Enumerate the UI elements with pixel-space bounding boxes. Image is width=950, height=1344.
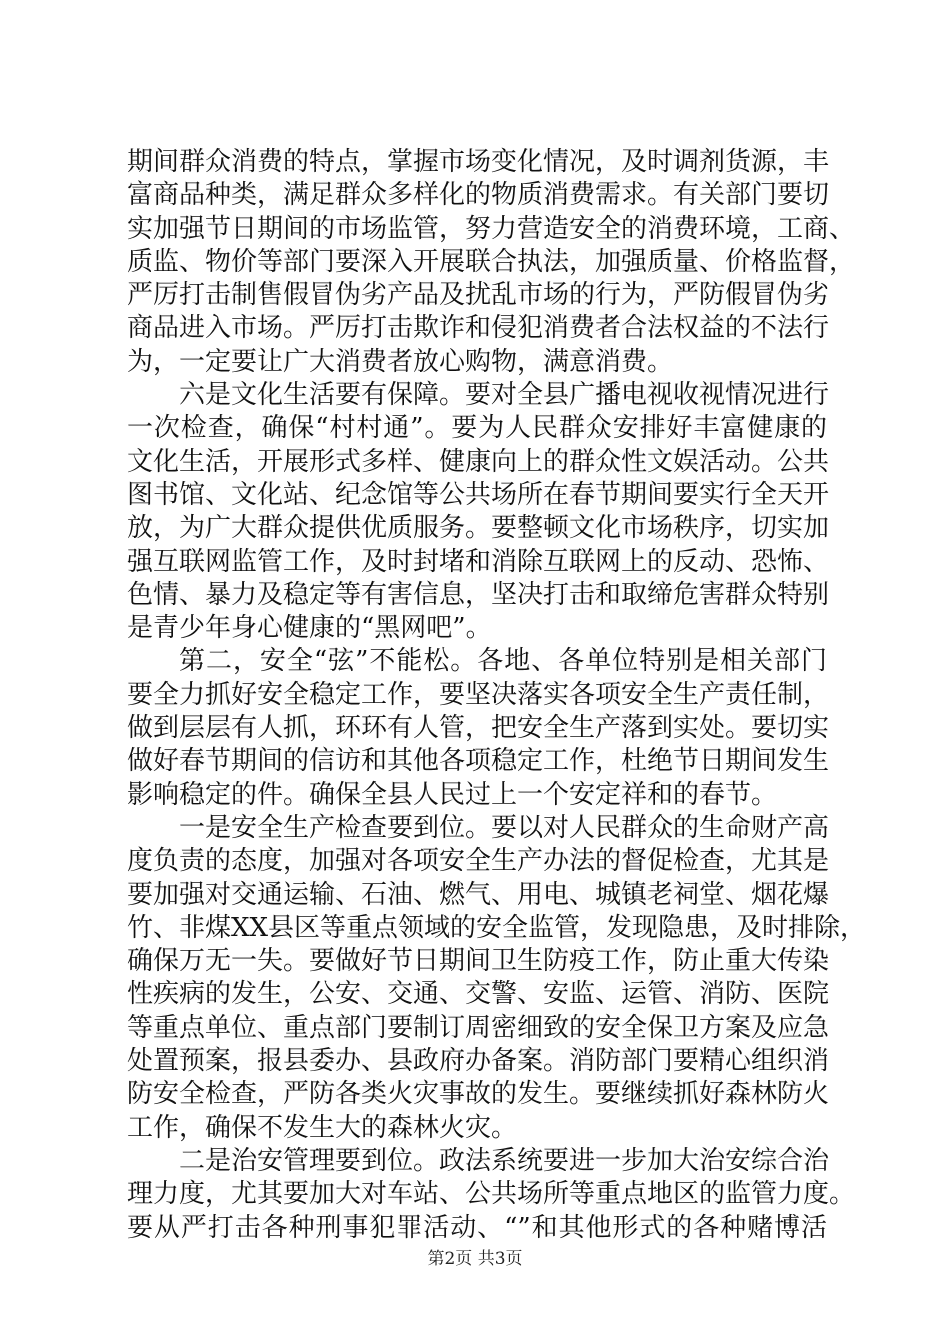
text-line: 文化生活，开展形式多样、健康向上的群众性文娱活动。公共 — [127, 446, 830, 477]
text-line: 度负责的态度，加强对各项安全生产办法的督促检查，尤其是 — [127, 846, 830, 877]
text-line: 性疾病的发生，公安、交通、交警、安监、运管、消防、医院 — [127, 979, 830, 1010]
text-line: 做好春节期间的信访和其他各项稳定工作，杜绝节日期间发生 — [127, 746, 830, 777]
text-line: 图书馆、文化站、纪念馆等公共场所在春节期间要实行全天开 — [127, 479, 830, 510]
text-line: 做到层层有人抓，环环有人管，把安全生产落到实处。要切实 — [127, 713, 830, 744]
text-line: 要加强对交通运输、石油、燃气、用电、城镇老祠堂、烟花爆 — [127, 879, 830, 910]
text-line: 实加强节日期间的市场监管，努力营造安全的消费环境，工商、 — [127, 213, 856, 244]
text-line: 工作，确保不发生大的森林火灾。 — [127, 1112, 518, 1143]
text-line: 要从严打击各种刑事犯罪活动、“”和其他形式的各种赌博活 — [127, 1212, 827, 1243]
text-line: 确保万无一失。要做好节日期间卫生防疫工作，防止重大传染 — [127, 946, 830, 977]
text-line: 等重点单位、重点部门要制订周密细致的安全保卫方案及应急 — [127, 1012, 830, 1043]
text-line: 六是文化生活要有保障。要对全县广播电视收视情况进行 — [179, 380, 830, 411]
text-line: 一是安全生产检查要到位。要以对人民群众的生命财产高 — [179, 812, 830, 843]
text-line: 放，为广大群众提供优质服务。要整顿文化市场秩序，切实加 — [127, 513, 830, 544]
text-line: 强互联网监管工作，及时封堵和消除互联网上的反动、恐怖、 — [127, 546, 830, 577]
text-line: 二是治安管理要到位。政法系统要进一步加大治安综合治 — [179, 1145, 830, 1176]
text-line: 色情、暴力及稳定等有害信息，坚决打击和取缔危害群众特别 — [127, 579, 830, 610]
document-body — [127, 146, 867, 1245]
page-footer — [0, 1244, 950, 1269]
text-line: 一次检查，确保“村村通”。要为人民群众安排好丰富健康的 — [127, 413, 827, 444]
text-line: 竹、非煤XX县区等重点领域的安全监管，发现隐患，及时排除， — [127, 912, 867, 943]
text-line: 商品进入市场。严厉打击欺诈和侵犯消费者合法权益的不法行 — [127, 313, 830, 344]
text-line: 严厉打击制售假冒伪劣产品及扰乱市场的行为，严防假冒伪劣 — [127, 280, 830, 311]
text-line: 质监、物价等部门要深入开展联合执法，加强质量、价格监督， — [127, 246, 856, 277]
text-line: 为，一定要让广大消费者放心购物，满意消费。 — [127, 346, 674, 377]
text-line: 影响稳定的件。确保全县人民过上一个安定祥和的春节。 — [127, 779, 778, 810]
text-line: 是青少年身心健康的“黑网吧”。 — [127, 613, 492, 644]
text-line: 富商品种类，满足群众多样化的物质消费需求。有关部门要切 — [127, 180, 830, 211]
text-line: 期间群众消费的特点，掌握市场变化情况，及时调剂货源，丰 — [127, 147, 830, 177]
page-number-label: 第2页 共3页 — [427, 1249, 523, 1269]
text-line: 防安全检查，严防各类火灾事故的发生。要继续抓好森林防火 — [127, 1079, 830, 1110]
text-line: 处置预案，报县委办、县政府办备案。消防部门要精心组织消 — [127, 1046, 830, 1077]
text-line: 要全力抓好安全稳定工作，要坚决落实各项安全生产责任制， — [127, 679, 830, 710]
text-line: 理力度，尤其要加大对车站、公共场所等重点地区的监管力度。 — [127, 1179, 856, 1210]
text-line: 第二，安全“弦”不能松。各地、各单位特别是相关部门 — [179, 646, 827, 677]
